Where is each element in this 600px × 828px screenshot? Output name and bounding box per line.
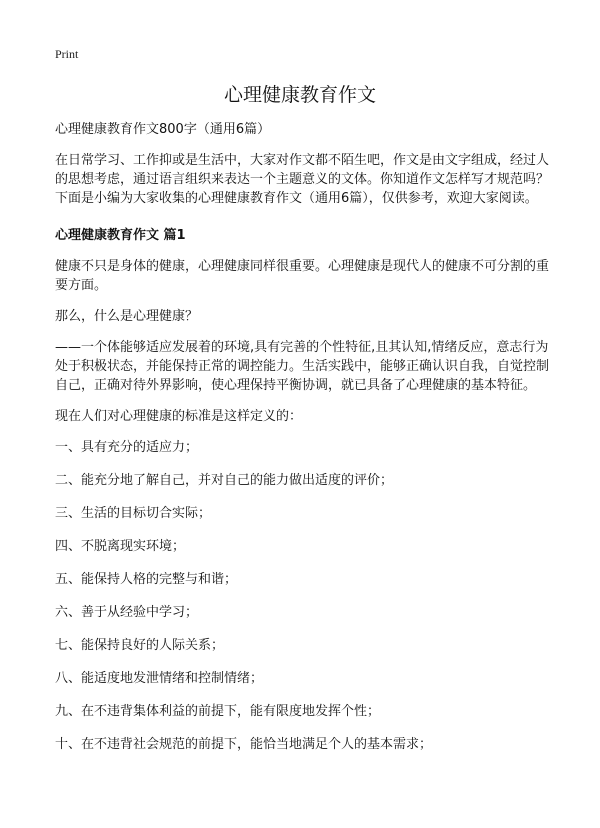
standard-item: 三、生活的目标切合实际； bbox=[55, 506, 212, 521]
print-link[interactable]: Print bbox=[55, 47, 79, 61]
standard-item: 十、在不违背社会规范的前提下，能恰当地满足个人的基本需求； bbox=[55, 737, 433, 752]
paragraph: 现在人们对心理健康的标准是这样定义的： bbox=[55, 409, 303, 424]
paragraph: 那么，什么是心理健康？ bbox=[55, 309, 199, 324]
standard-item: 七、能保持良好的人际关系； bbox=[55, 638, 225, 653]
intro-paragraph: 在日常学习、工作抑或是生活中，大家对作文都不陌生吧，作文是由文字组成，经过人的思想考虑，通过语言组织来表达一个主题意义的文体。你知道作文怎样写才规范吗？下面是小编为大家收集的心理健康教育作文（通用6篇），仅供参考，欢迎大家阅读。 bbox=[55, 153, 550, 206]
standard-item: 六、善于从经验中学习； bbox=[55, 605, 199, 620]
document-subtitle: 心理健康教育作文800字（通用6篇） bbox=[55, 122, 271, 137]
paragraph: ——一个体能够适应发展着的环境,具有完善的个性特征,且其认知,情绪反应，意志行为处于积极状态，并能保持正常的调控能力。生活实践中，能够正确认识自我，自觉控制自己，正确对待外界影响，使心理保持平衡协调，就已具备了心理健康的基本特征。 bbox=[55, 340, 550, 393]
standard-item: 八、能适度地发泄情绪和控制情绪； bbox=[55, 671, 264, 686]
standard-item: 二、能充分地了解自己，并对自己的能力做出适度的评价； bbox=[55, 473, 394, 488]
section-heading: 心理健康教育作文 篇1 bbox=[55, 228, 186, 243]
standard-item: 五、能保持人格的完整与和谐； bbox=[55, 572, 238, 587]
standard-item: 一、具有充分的适应力； bbox=[55, 440, 199, 455]
document-body bbox=[55, 120, 550, 768]
paragraph: 健康不只是身体的健康，心理健康同样很重要。心理健康是现代人的健康不可分割的重要方面。 bbox=[55, 259, 550, 293]
document-title: 心理健康教育作文 bbox=[223, 84, 376, 106]
standard-item: 九、在不违背集体利益的前提下，能有限度地发挥个性； bbox=[55, 704, 381, 719]
standard-item: 四、不脱离现实环境； bbox=[55, 539, 186, 554]
